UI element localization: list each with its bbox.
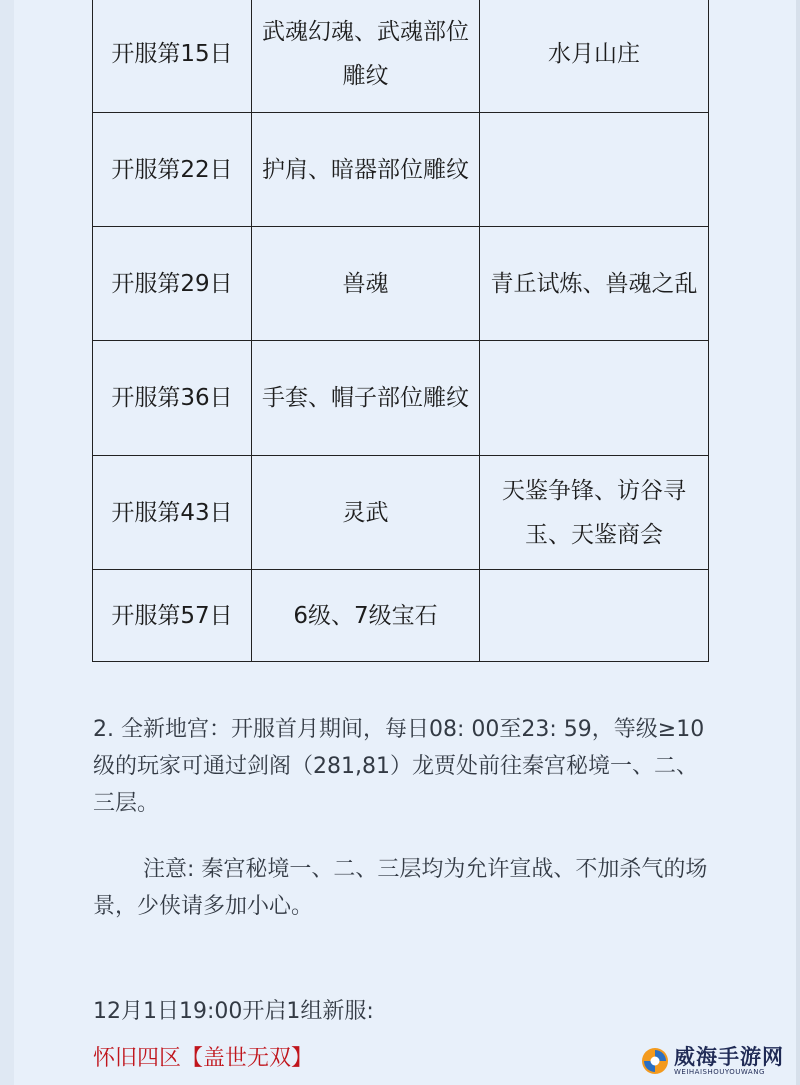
server-name: 怀旧四区【盖世无双】 [93, 1046, 314, 1071]
page-edge-left [0, 0, 14, 1085]
feature-cell: 6级、7级宝石 [252, 570, 480, 662]
feature-cell: 手套、帽子部位雕纹 [252, 341, 480, 456]
feature-cell: 灵武 [252, 456, 480, 570]
feature-cell: 武魂幻魂、武魂部位雕纹 [252, 0, 480, 113]
table-row [93, 341, 709, 456]
event-cell [480, 341, 709, 456]
day-cell: 开服第22日 [93, 113, 252, 227]
event-cell: 水月山庄 [480, 0, 709, 113]
schedule-table [92, 0, 709, 662]
feature-cell: 兽魂 [252, 227, 480, 341]
table-row [93, 570, 709, 662]
event-cell [480, 570, 709, 662]
day-cell: 开服第43日 [93, 456, 252, 570]
day-cell: 开服第36日 [93, 341, 252, 456]
new-server-notice: 12月1日19:00开启1组新服: [93, 999, 374, 1024]
table-row [93, 456, 709, 570]
event-cell: 青丘试炼、兽魂之乱 [480, 227, 709, 341]
table-row [93, 227, 709, 341]
watermark-title: 威海手游网 [674, 1045, 784, 1069]
watermark-subtitle: WEIHAISHOUYOUWANG [674, 1068, 765, 1076]
site-logo-icon [640, 1046, 670, 1076]
table-row [93, 113, 709, 227]
feature-cell: 护肩、暗器部位雕纹 [252, 113, 480, 227]
dungeon-paragraph: 2. 全新地宫：开服首月期间，每日08: 00至23: 59，等级≥10级的玩家可通过剑阁（281,81）龙贾处前往秦宫秘境一、二、三层。 [93, 717, 705, 816]
day-cell: 开服第57日 [93, 570, 252, 662]
day-cell: 开服第15日 [93, 0, 252, 113]
page-edge-right [796, 0, 800, 1085]
event-cell [480, 113, 709, 227]
notice-paragraph: 注意: 秦宫秘境一、二、三层均为允许宣战、不加杀气的场景，少侠请多加小心。 [93, 857, 708, 919]
watermark [640, 1040, 796, 1080]
day-cell: 开服第29日 [93, 227, 252, 341]
event-cell: 天鉴争锋、访谷寻玉、天鉴商会 [480, 456, 709, 570]
table-row [93, 0, 709, 113]
